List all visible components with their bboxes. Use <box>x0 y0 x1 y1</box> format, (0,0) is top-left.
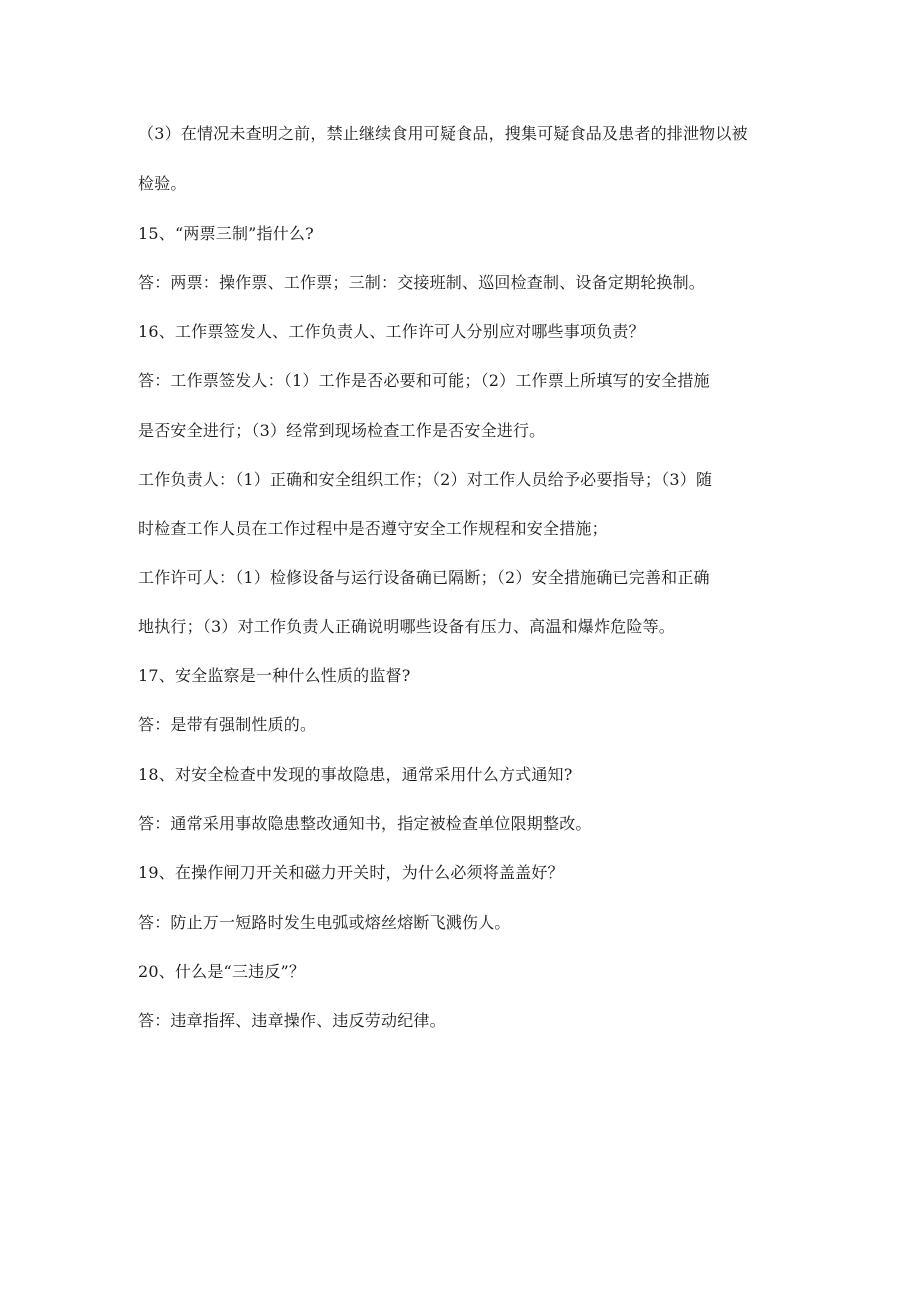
text-line-q14-answer-cont: 检验。 <box>138 174 187 193</box>
answer-16-line-1: 答：工作票签发人：（1）工作是否必要和可能；（2）工作票上所填写的安全措施 <box>138 371 710 390</box>
text-line-q14-answer-part3: （3）在情况未查明之前，禁止继续食用可疑食品，搜集可疑食品及患者的排泄物以被 <box>138 124 748 143</box>
answer-17: 答：是带有强制性质的。 <box>138 715 317 734</box>
answer-20: 答：违章指挥、违章操作、违反劳动纪律。 <box>138 1011 446 1030</box>
question-16: 16、工作票签发人、工作负责人、工作许可人分别应对哪些事项负责？ <box>138 322 645 341</box>
question-17: 17、安全监察是一种什么性质的监督? <box>138 666 411 685</box>
answer-18: 答：通常采用事故隐患整改通知书，指定被检查单位限期整改。 <box>138 814 592 833</box>
answer-16-line-4: 时检查工作人员在工作过程中是否遵守安全工作规程和安全措施； <box>138 519 608 538</box>
answer-19: 答：防止万一短路时发生电弧或熔丝熔断飞溅伤人。 <box>138 913 511 932</box>
question-19: 19、在操作闸刀开关和磁力开关时，为什么必须将盖盖好？ <box>138 863 564 882</box>
answer-16-line-5: 工作许可人：（1）检修设备与运行设备确已隔断；（2）安全措施确已完善和正确 <box>138 568 710 587</box>
answer-16-line-2: 是否安全进行；（3）经常到现场检查工作是否安全进行。 <box>138 421 546 440</box>
question-20: 20、什么是“三违反”？ <box>138 962 306 981</box>
question-18: 18、对安全检查中发现的事故隐患，通常采用什么方式通知? <box>138 765 573 784</box>
answer-16-line-6: 地执行；（3）对工作负责人正确说明哪些设备有压力、高温和爆炸危险等。 <box>138 617 675 636</box>
question-15: 15、“两票三制”指什么? <box>138 224 314 243</box>
answer-16-line-3: 工作负责人：（1）正确和安全组织工作；（2）对工作人员给予必要指导；（3）随 <box>138 470 713 489</box>
answer-15: 答：两票：操作票、工作票；三制：交接班制、巡回检查制、设备定期轮换制。 <box>138 273 706 292</box>
